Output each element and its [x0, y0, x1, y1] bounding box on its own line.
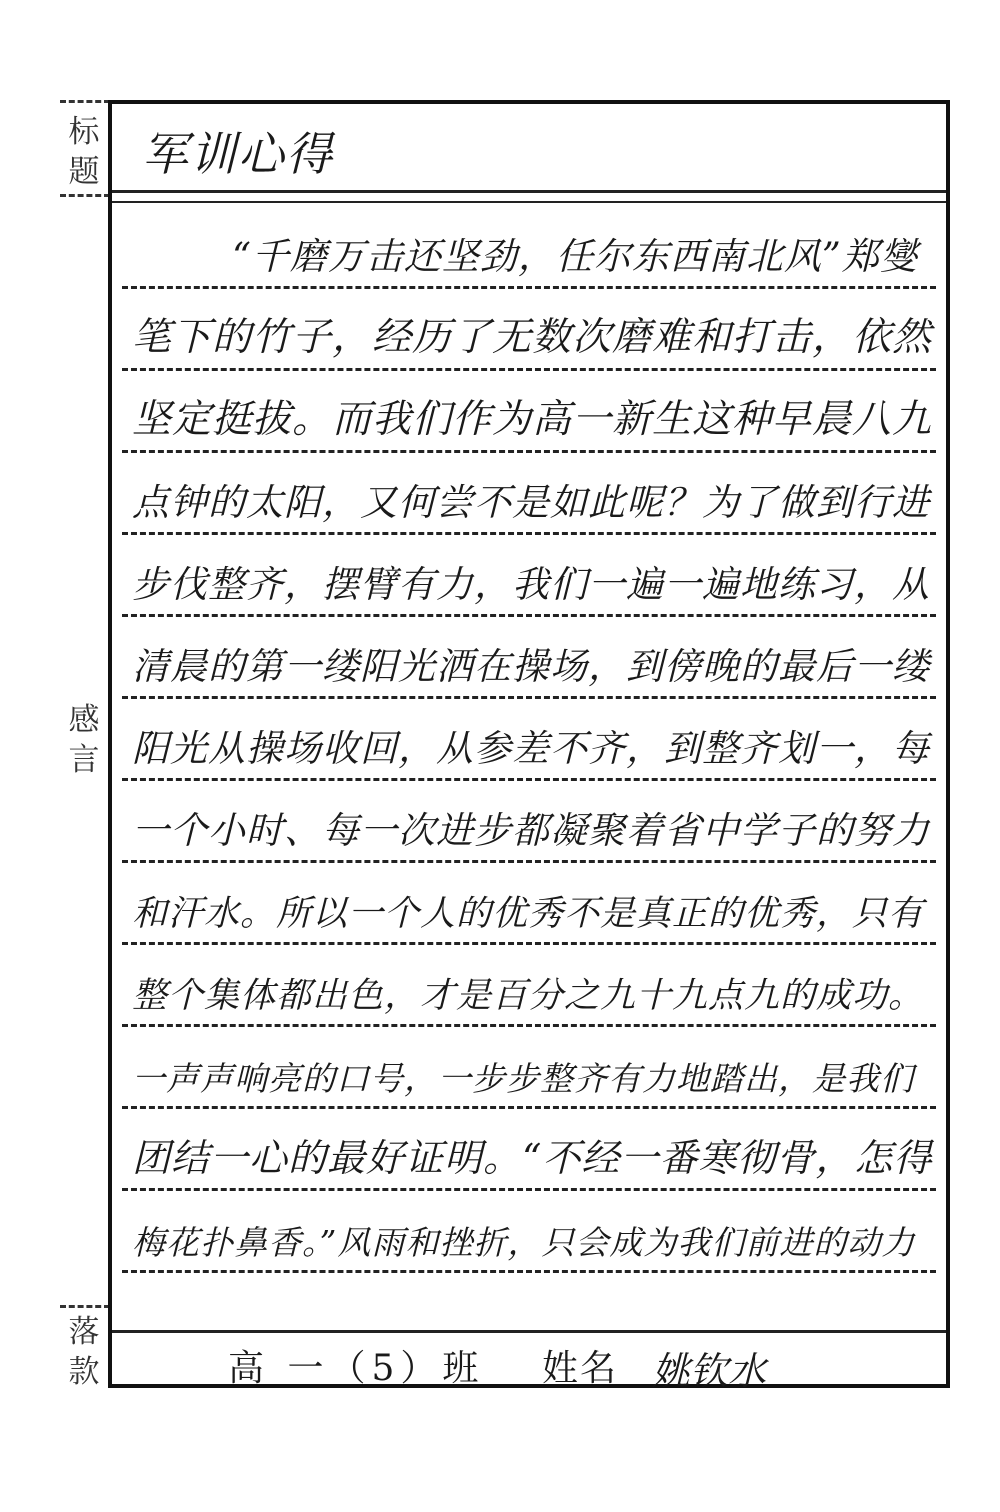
- signature-side-label-text: 落款: [68, 1314, 100, 1390]
- body-line: [122, 212, 936, 289]
- body-line: [122, 294, 936, 371]
- name-label: 姓名: [542, 1348, 619, 1389]
- body-line-text: 和汗水。所以一个人的优秀不是真正的优秀，只有: [132, 894, 925, 934]
- body-line-text: 阳光从操场收回，从参差不齐，到整齐划一，每: [132, 727, 930, 770]
- body-line: [122, 786, 936, 863]
- body-line-text: 一声声响亮的口号，一步步整齐有力地踏出，是我们: [132, 1059, 914, 1098]
- body-line-text: 笔下的竹子，经历了无数次磨难和打击，依然: [132, 315, 933, 360]
- body-line-text: 步伐整齐，摆臂有力，我们一遍一遍地练习，从: [132, 563, 930, 606]
- body-line: [122, 1032, 936, 1109]
- body-side-label-text: 感言: [68, 702, 100, 778]
- title-label-top-tick: [60, 100, 110, 103]
- body-line-text: 整个集体都出色，才是百分之九十九点九的成功。: [132, 976, 925, 1016]
- body-line: [122, 540, 936, 617]
- title-side-label-text: 标题: [68, 114, 100, 190]
- title-side-label: [62, 112, 106, 192]
- signature-row: [112, 1336, 946, 1393]
- signature-side-label: [62, 1312, 106, 1392]
- essay-body: [112, 202, 946, 1322]
- body-line-text: 坚定挺拔。而我们作为高一新生这种早晨八九: [132, 397, 933, 442]
- writing-frame: [108, 100, 950, 1393]
- body-line: [122, 868, 936, 945]
- student-name: 姚钦水: [652, 1349, 767, 1393]
- signature-label-top-tick: [60, 1305, 110, 1308]
- body-line-text: 一个小时、每一次进步都凝聚着省中学子的努力: [132, 809, 930, 852]
- body-line: [122, 376, 936, 453]
- body-line-text: 点钟的太阳，又何尝不是如此呢？为了做到行进: [132, 481, 930, 524]
- signature-divider: [112, 1330, 946, 1333]
- body-line-text: 清晨的第一缕阳光洒在操场，到傍晚的最后一缕: [132, 645, 930, 688]
- title-label-bottom-tick: [60, 194, 110, 197]
- body-line: [122, 622, 936, 699]
- body-line: [122, 950, 936, 1027]
- body-line: [122, 704, 936, 781]
- class-label: 高 一（5）班: [228, 1348, 485, 1389]
- body-line-text: 梅花扑鼻香。”风雨和挫折，只会成为我们前进的动力: [132, 1223, 916, 1262]
- body-line-text: “千磨万击还坚劲，任尔东西南北风”郑燮: [232, 235, 918, 278]
- title-row: [112, 104, 946, 194]
- body-line-text: 团结一心的最好证明。“不经一番寒彻骨，怎得: [132, 1136, 933, 1180]
- body-line: [122, 1114, 936, 1191]
- body-line: [122, 458, 936, 535]
- body-side-label: [62, 700, 106, 780]
- essay-title: 军训心得: [142, 127, 334, 181]
- body-line: [122, 1196, 936, 1273]
